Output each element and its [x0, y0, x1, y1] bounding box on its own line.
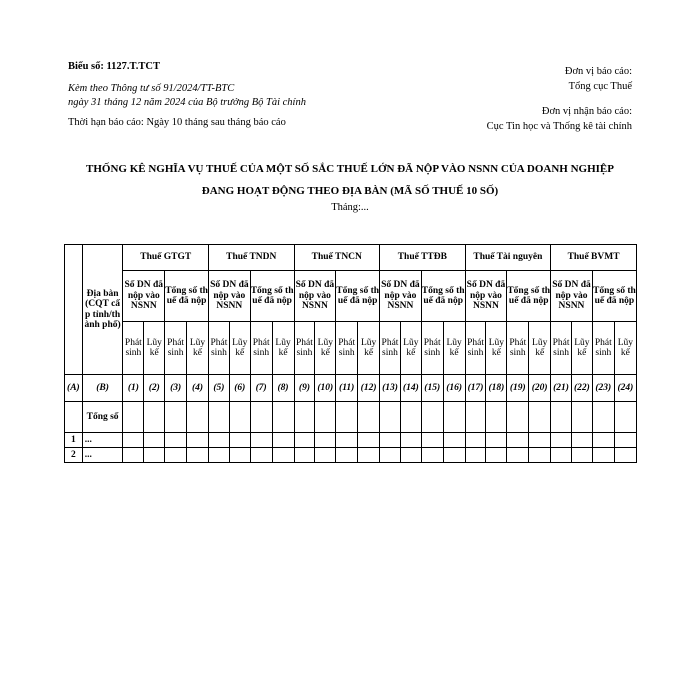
- table-cell: [250, 402, 272, 433]
- table-cell: [465, 433, 486, 448]
- row-number: 1: [65, 433, 83, 448]
- table-cell: [358, 448, 380, 463]
- column-code: (12): [358, 375, 380, 402]
- tax-total-header: Tổng số thuế đã nộp: [250, 271, 294, 322]
- phat-sinh-header: Phát sinh: [336, 322, 358, 375]
- column-code: (15): [421, 375, 443, 402]
- table-cell: [443, 402, 465, 433]
- column-code: (14): [400, 375, 421, 402]
- table-cell: [486, 433, 507, 448]
- column-code: (13): [380, 375, 401, 402]
- table-cell: [272, 448, 294, 463]
- total-row: [65, 402, 637, 433]
- reporting-unit-label: Đơn vị báo cáo:: [564, 66, 632, 77]
- luy-ke-header: Lũy kế: [144, 322, 165, 375]
- stt-header-cell: [65, 245, 83, 375]
- table-cell: [272, 433, 294, 448]
- table-cell: [400, 402, 421, 433]
- tax-total-header: Tổng số thuế đã nộp: [165, 271, 209, 322]
- phat-sinh-header: Phát sinh: [208, 322, 229, 375]
- table-cell: [229, 448, 250, 463]
- column-code: (23): [592, 375, 614, 402]
- tax-group-header: Thuế TNCN: [294, 245, 380, 271]
- attached-date: ngày 31 tháng 12 năm 2024 của Bộ trưởng Bộ Tài chính: [68, 97, 306, 108]
- phat-sinh-header: Phát sinh: [165, 322, 187, 375]
- table-cell: [123, 448, 144, 463]
- table-cell: [294, 433, 315, 448]
- table-cell: [315, 448, 336, 463]
- luy-ke-header: Lũy kế: [272, 322, 294, 375]
- phat-sinh-header: Phát sinh: [123, 322, 144, 375]
- phat-sinh-header: Phát sinh: [421, 322, 443, 375]
- dn-count-header: Số DN đã nộp vào NSNN: [123, 271, 165, 322]
- column-code: (19): [507, 375, 529, 402]
- column-code: (5): [208, 375, 229, 402]
- table-cell: [443, 448, 465, 463]
- dn-count-header: Số DN đã nộp vào NSNN: [465, 271, 507, 322]
- dn-count-header: Số DN đã nộp vào NSNN: [294, 271, 336, 322]
- table-cell: [507, 433, 529, 448]
- title-line-2: ĐANG HOẠT ĐỘNG THEO ĐỊA BÀN (MÃ SỐ THUẾ 10 SỐ): [201, 185, 499, 197]
- table-cell: [421, 402, 443, 433]
- code-b: (B): [82, 375, 123, 402]
- table-cell: [380, 448, 401, 463]
- table-cell: [123, 433, 144, 448]
- table-cell: [336, 448, 358, 463]
- column-code: (6): [229, 375, 250, 402]
- table-cell: [614, 402, 636, 433]
- table-cell: [315, 402, 336, 433]
- table-cell: [144, 448, 165, 463]
- table-cell: [123, 402, 144, 433]
- table-cell: [400, 433, 421, 448]
- column-code: (1): [123, 375, 144, 402]
- table-cell: [486, 448, 507, 463]
- table-cell: [165, 448, 187, 463]
- table-cell: [336, 433, 358, 448]
- table-cell: [336, 402, 358, 433]
- table-cell: [443, 433, 465, 448]
- luy-ke-header: Lũy kế: [358, 322, 380, 375]
- table-cell: [294, 448, 315, 463]
- table-cell: [165, 433, 187, 448]
- phat-sinh-header: Phát sinh: [551, 322, 572, 375]
- tax-group-header: Thuế Tài nguyên: [465, 245, 551, 271]
- column-code: (20): [529, 375, 551, 402]
- luy-ke-header: Lũy kế: [229, 322, 250, 375]
- table-cell: [486, 402, 507, 433]
- table-cell: [187, 433, 209, 448]
- tax-group-header: Thuế BVMT: [551, 245, 637, 271]
- table-cell: [507, 448, 529, 463]
- column-code: (3): [165, 375, 187, 402]
- tax-group-header: Thuế TTĐB: [380, 245, 466, 271]
- table-row: [65, 433, 637, 448]
- table-cell: [400, 448, 421, 463]
- total-label: Tổng số: [82, 402, 123, 433]
- phat-sinh-header: Phát sinh: [294, 322, 315, 375]
- table-cell: [529, 448, 551, 463]
- table-cell: [380, 433, 401, 448]
- table-cell: [529, 402, 551, 433]
- phat-sinh-header: Phát sinh: [465, 322, 486, 375]
- table-cell: [421, 433, 443, 448]
- phat-sinh-header: Phát sinh: [380, 322, 401, 375]
- receiving-unit-label: Đơn vị nhận báo cáo:: [541, 106, 632, 117]
- phat-sinh-header: Phát sinh: [507, 322, 529, 375]
- table-cell: [507, 402, 529, 433]
- table-cell: [465, 448, 486, 463]
- table-cell: [272, 402, 294, 433]
- row-number: 2: [65, 448, 83, 463]
- tax-total-header: Tổng số thuế đã nộp: [421, 271, 465, 322]
- table-cell: [315, 433, 336, 448]
- luy-ke-header: Lũy kế: [315, 322, 336, 375]
- table-cell: [465, 402, 486, 433]
- table-cell: [358, 433, 380, 448]
- luy-ke-header: Lũy kế: [614, 322, 636, 375]
- table-cell: [529, 433, 551, 448]
- tax-group-header: Thuế GTGT: [123, 245, 209, 271]
- column-code: (2): [144, 375, 165, 402]
- form-number: Biểu số: 1127.T.TCT: [68, 61, 160, 72]
- phat-sinh-header: Phát sinh: [592, 322, 614, 375]
- attached-circular: Kèm theo Thông tư số 91/2024/TT-BTC: [68, 83, 235, 94]
- code-a: (A): [65, 375, 83, 402]
- tax-total-header: Tổng số thuế đã nộp: [507, 271, 551, 322]
- table-cell: [144, 433, 165, 448]
- luy-ke-header: Lũy kế: [400, 322, 421, 375]
- tax-total-header: Tổng số thuế đã nộp: [592, 271, 636, 322]
- table-cell: [592, 448, 614, 463]
- report-deadline: Thời hạn báo cáo: Ngày 10 tháng sau tháng báo cáo: [68, 117, 286, 128]
- table-cell: [187, 402, 209, 433]
- column-code: (10): [315, 375, 336, 402]
- luy-ke-header: Lũy kế: [571, 322, 592, 375]
- table-cell: [250, 433, 272, 448]
- column-code: (7): [250, 375, 272, 402]
- header-row-subgroups: [65, 271, 637, 322]
- reporting-unit: Tổng cục Thuế: [568, 81, 632, 92]
- code-row: [65, 375, 637, 402]
- table-cell: [571, 448, 592, 463]
- table-row: [65, 448, 637, 463]
- table-cell: [144, 402, 165, 433]
- title-line-1: THỐNG KÊ NGHĨA VỤ THUẾ CỦA MỘT SỐ SẮC THUẾ LỚN ĐÃ NỘP VÀO NSNN CỦA DOANH NGHIỆP: [86, 163, 614, 175]
- table-cell: [208, 402, 229, 433]
- table-cell: [421, 448, 443, 463]
- column-code: (21): [551, 375, 572, 402]
- luy-ke-header: Lũy kế: [529, 322, 551, 375]
- column-code: (11): [336, 375, 358, 402]
- table-cell: [294, 402, 315, 433]
- region-header: Địa bàn (CQT cấp tỉnh/thành phố): [82, 245, 123, 375]
- table-cell: [551, 448, 572, 463]
- header-row-periods: [65, 322, 637, 375]
- row-region: ...: [82, 448, 123, 463]
- column-code: (18): [486, 375, 507, 402]
- table-cell: [592, 402, 614, 433]
- table-cell: [65, 402, 83, 433]
- tax-total-header: Tổng số thuế đã nộp: [336, 271, 380, 322]
- dn-count-header: Số DN đã nộp vào NSNN: [551, 271, 593, 322]
- luy-ke-header: Lũy kế: [187, 322, 209, 375]
- column-code: (24): [614, 375, 636, 402]
- table-cell: [165, 402, 187, 433]
- column-code: (8): [272, 375, 294, 402]
- receiving-unit: Cục Tin học và Thống kê tài chính: [486, 121, 632, 132]
- luy-ke-header: Lũy kế: [443, 322, 465, 375]
- table-cell: [551, 402, 572, 433]
- table-cell: [592, 433, 614, 448]
- table-cell: [551, 433, 572, 448]
- header-left: [68, 60, 368, 130]
- tax-table: [64, 244, 637, 463]
- dn-count-header: Số DN đã nộp vào NSNN: [208, 271, 250, 322]
- phat-sinh-header: Phát sinh: [250, 322, 272, 375]
- dn-count-header: Số DN đã nộp vào NSNN: [380, 271, 422, 322]
- table-cell: [250, 448, 272, 463]
- table-cell: [571, 433, 592, 448]
- report-title: [40, 158, 660, 202]
- column-code: (9): [294, 375, 315, 402]
- table-cell: [187, 448, 209, 463]
- table-cell: [614, 448, 636, 463]
- table-cell: [571, 402, 592, 433]
- header-right: [412, 64, 632, 134]
- table-cell: [614, 433, 636, 448]
- table-cell: [229, 402, 250, 433]
- table-cell: [208, 448, 229, 463]
- header-row-groups: [65, 245, 637, 271]
- report-month: Tháng:...: [331, 202, 369, 213]
- row-region: ...: [82, 433, 123, 448]
- tax-group-header: Thuế TNDN: [208, 245, 294, 271]
- table-cell: [358, 402, 380, 433]
- luy-ke-header: Lũy kế: [486, 322, 507, 375]
- table-cell: [208, 433, 229, 448]
- column-code: (17): [465, 375, 486, 402]
- column-code: (16): [443, 375, 465, 402]
- table-cell: [229, 433, 250, 448]
- table-cell: [380, 402, 401, 433]
- column-code: (4): [187, 375, 209, 402]
- column-code: (22): [571, 375, 592, 402]
